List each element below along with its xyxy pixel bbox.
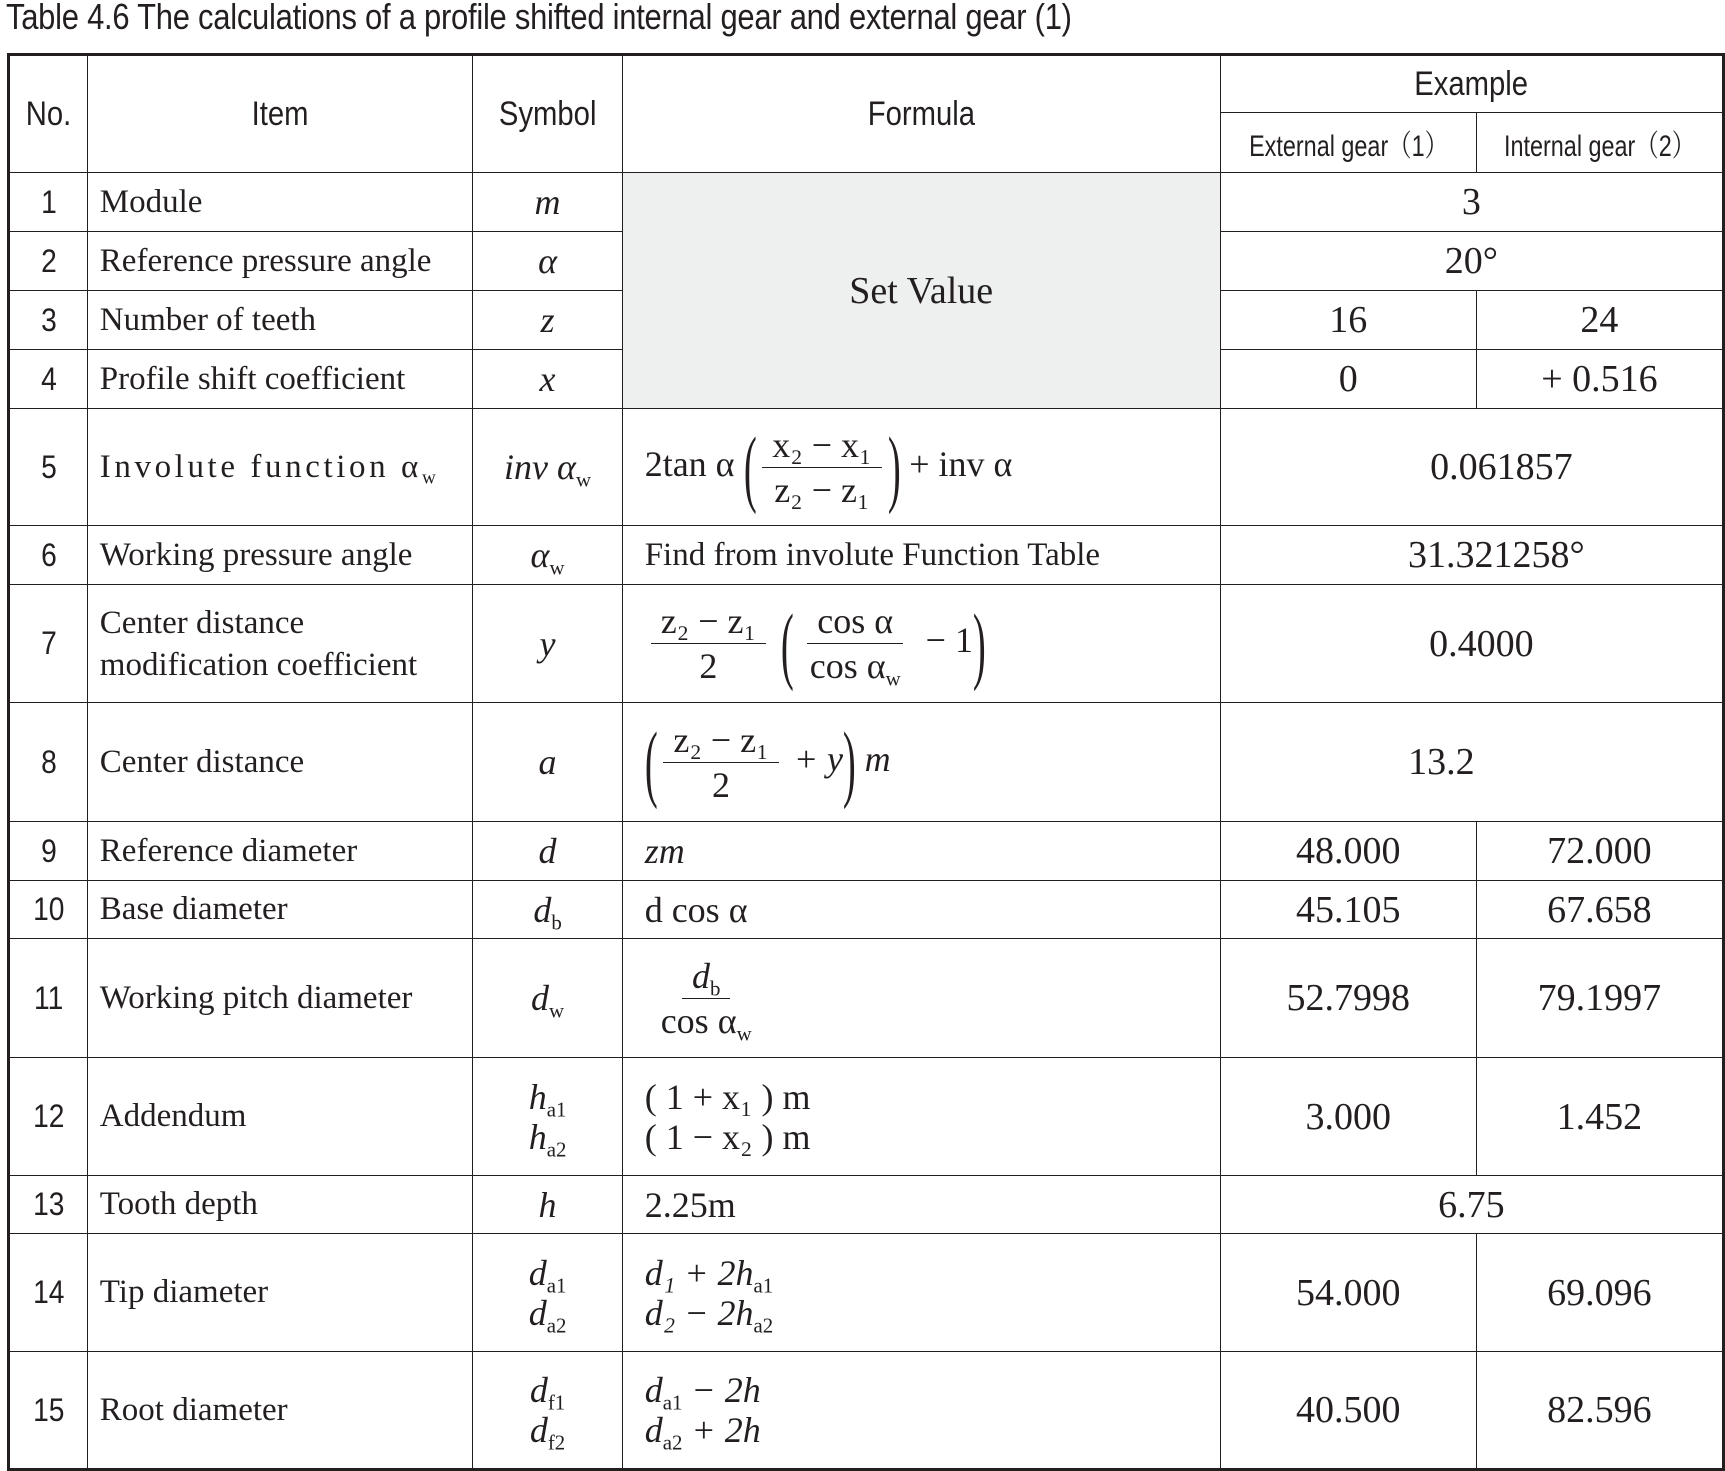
external-gear-value: 0: [1220, 350, 1476, 409]
row-symbol: $h_{a1}$ $h_{a2}$: [473, 1058, 622, 1176]
example-value: 0.4000: [1220, 585, 1723, 703]
row-item: Base diameter: [87, 881, 473, 939]
row-item: Number of teeth: [87, 291, 473, 350]
fraction: $\frac{\text{z₂ − z₁}}{2}$: [651, 601, 766, 686]
internal-gear-value: + 0.516: [1476, 350, 1723, 409]
header-external-gear: External gear（1）: [1220, 113, 1476, 173]
table-row: [9, 409, 1724, 526]
header-symbol: Symbol: [473, 55, 622, 173]
table-row: [9, 1058, 1724, 1176]
example-value: 31.321258°: [1220, 526, 1723, 585]
row-number: 8: [9, 703, 88, 822]
row-formula: $d_1 + 2h_{a1}$ $d_2 - 2h_{a2}$: [622, 1234, 1220, 1352]
row-item: Profile shift coefficient: [87, 350, 473, 409]
header-internal-gear: Internal gear（2）: [1476, 113, 1723, 173]
internal-gear-value: 69.096: [1476, 1234, 1723, 1352]
row-symbol: $d_{f1}$ $d_{f2}$: [473, 1352, 622, 1470]
row-number: 4: [9, 350, 88, 409]
row-number: 6: [9, 526, 88, 585]
table-caption: Table 4.6 The calculations of a profile shifted internal gear and external gear (1): [6, 0, 1072, 37]
row-symbol: $\alpha_w$: [473, 526, 622, 585]
set-value-cell: Set Value: [622, 173, 1220, 409]
fraction: $\frac{\text{z₂ − z₁}}{2}$: [663, 720, 778, 805]
external-gear-value: 52.7998: [1220, 939, 1476, 1058]
row-number: 5: [9, 409, 88, 526]
header-row: [9, 55, 1724, 113]
external-gear-value: 3.000: [1220, 1058, 1476, 1176]
internal-gear-value: 24: [1476, 291, 1723, 350]
gear-calculation-table: [7, 53, 1725, 1471]
row-item: Addendum: [87, 1058, 473, 1176]
external-gear-value: 45.105: [1220, 881, 1476, 939]
row-symbol: $d_b$: [473, 881, 622, 939]
example-value: 3: [1220, 173, 1723, 232]
row-item: Working pitch diameter: [87, 939, 473, 1058]
external-gear-value: 16: [1220, 291, 1476, 350]
row-number: 7: [9, 585, 88, 703]
row-item: Reference diameter: [87, 822, 473, 881]
row-item: Involute function $\alpha_w$: [87, 409, 473, 526]
example-value: 20°: [1220, 232, 1723, 291]
row-symbol: z: [473, 291, 622, 350]
example-value: 6.75: [1220, 1176, 1723, 1234]
table-row: [9, 881, 1724, 939]
internal-gear-value: 82.596: [1476, 1352, 1723, 1470]
external-gear-value: 40.500: [1220, 1352, 1476, 1470]
header-item: Item: [87, 55, 473, 173]
table-row: [9, 1176, 1724, 1234]
row-number: 14: [9, 1234, 88, 1352]
row-item: Tooth depth: [87, 1176, 473, 1234]
row-symbol: y: [473, 585, 622, 703]
row-number: 15: [9, 1352, 88, 1470]
row-symbol: h: [473, 1176, 622, 1234]
table-row: [9, 939, 1724, 1058]
table-row: [9, 173, 1724, 232]
row-number: 12: [9, 1058, 88, 1176]
row-formula: Find from involute Function Table: [622, 526, 1220, 585]
table-row: [9, 1234, 1724, 1352]
fraction: $\frac{\text{x₂ − x₁}}{\text{z₂ − z₁}}$: [762, 425, 881, 510]
table-row: [9, 585, 1724, 703]
row-number: 1: [9, 173, 88, 232]
row-item: Reference pressure angle: [87, 232, 473, 291]
table-row: [9, 822, 1724, 881]
row-symbol: x: [473, 350, 622, 409]
row-formula: zm: [622, 822, 1220, 881]
fraction: $\frac{d_b}{\cos \alpha_w}$: [660, 955, 752, 1045]
row-number: 3: [9, 291, 88, 350]
row-number: 2: [9, 232, 88, 291]
row-item: Module: [87, 173, 473, 232]
row-symbol: d: [473, 822, 622, 881]
header-no: No.: [9, 55, 88, 173]
external-gear-value: 54.000: [1220, 1234, 1476, 1352]
table-row: [9, 703, 1724, 822]
row-number: 10: [9, 881, 88, 939]
row-formula: $d_{a1} - 2h$ $d_{a2} + 2h$: [622, 1352, 1220, 1470]
row-item: Center distance modification coefficient: [87, 585, 473, 703]
header-formula: Formula: [622, 55, 1220, 173]
internal-gear-value: 67.658: [1476, 881, 1723, 939]
external-gear-value: 48.000: [1220, 822, 1476, 881]
table-row: [9, 1352, 1724, 1470]
row-symbol: $d_{a1}$ $d_{a2}$: [473, 1234, 622, 1352]
fraction: $\frac{\text{cos α}}{\cos \alpha_w}$: [800, 601, 911, 686]
example-value: 13.2: [1220, 703, 1723, 822]
row-formula: [622, 939, 1220, 1058]
internal-gear-value: 79.1997: [1476, 939, 1723, 1058]
row-item: Root diameter: [87, 1352, 473, 1470]
row-symbol: m: [473, 173, 622, 232]
row-formula: 2.25m: [622, 1176, 1220, 1234]
row-formula: ( 1 + x₁ ) m ( 1 − x₂ ) m: [622, 1058, 1220, 1176]
row-symbol: $d_w$: [473, 939, 622, 1058]
internal-gear-value: 1.452: [1476, 1058, 1723, 1176]
row-number: 13: [9, 1176, 88, 1234]
internal-gear-value: 72.000: [1476, 822, 1723, 881]
example-value: 0.061857: [1220, 409, 1723, 526]
row-formula: $\frac{\text{z₂ − z₁}}{2}$ ( $\frac{\text{cos α}}{\cos \alpha_w}$ − 1): [622, 585, 1220, 703]
row-symbol: inv $\alpha_w$: [473, 409, 622, 526]
row-formula: 2tan α ( $\frac{\text{x₂ − x₁}}{\text{z₂ − z₁}}$ ) + inv α: [622, 409, 1220, 526]
row-number: 9: [9, 822, 88, 881]
row-symbol: a: [473, 703, 622, 822]
header-example: Example: [1220, 55, 1723, 113]
row-formula: d cos α: [622, 881, 1220, 939]
row-symbol: α: [473, 232, 622, 291]
table-row: [9, 526, 1724, 585]
row-item: Working pressure angle: [87, 526, 473, 585]
row-item: Tip diameter: [87, 1234, 473, 1352]
row-formula: ( $\frac{\text{z₂ − z₁}}{2}$ + y) m: [622, 703, 1220, 822]
row-number: 11: [9, 939, 88, 1058]
row-item: Center distance: [87, 703, 473, 822]
